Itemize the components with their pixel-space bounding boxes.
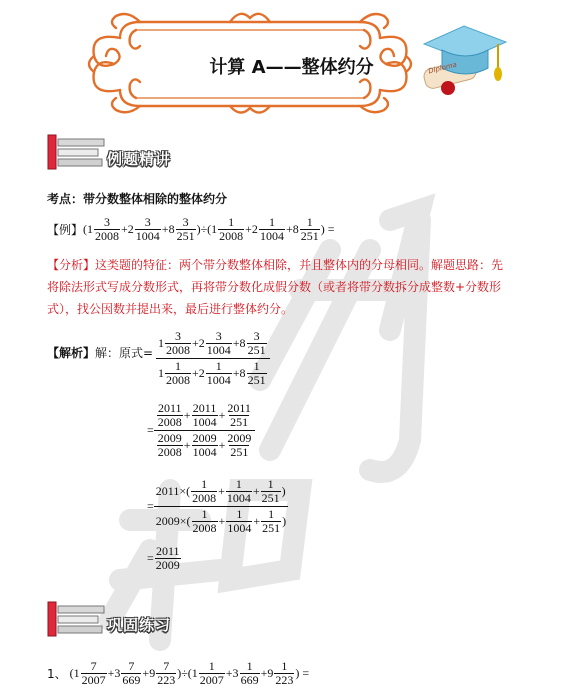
solution-text: 解：原式= <box>95 346 154 360</box>
solution-step-2: = $\frac{2011}{2008}$ + $\frac{2011}{1004}$ + $\frac{2011}{251}$ $\frac{2009}{2008}$ + $\frac{2009}{1004}$ + $\frac{2009}{251}$ <box>147 402 255 459</box>
analysis-block <box>47 254 547 320</box>
example-label: 【例】 <box>47 223 84 237</box>
analysis-line-1: 这类题的特征：两个带分数整体相除，并且整体内的分母相同。解题思路：先 <box>95 258 504 272</box>
diploma-label: Diploma <box>427 60 458 76</box>
analysis-line-3: 式），找公因数并提出来，最后进行整体约分。 <box>47 302 294 316</box>
section-title-examples: 例题精讲 <box>107 150 172 168</box>
analysis-label: 【分析】 <box>47 258 96 272</box>
solution-label: 【解析】 <box>47 346 96 360</box>
solution-step-1: 1 $\frac{3}{2008}$ +2 $\frac{3}{1004}$ +8 $\frac{3}{251}$ 1 $\frac{1}{2008}$ +2 $\frac{1}{1004}$ +8 $\frac{1}{251}$ <box>156 330 270 387</box>
solution-step-3: = 2011×( $\frac{1}{2008}$ + $\frac{1}{1004}$ + $\frac{1}{251}$ ) 2009×( $\frac{1}{2008}$ + $\frac{1}{1004}$ + $\frac{1}{251}$ ) <box>147 477 287 535</box>
exercise-1: 1、 (1 $\frac{7}{2007}$ +3 $\frac{7}{669}$ +9 $\frac{7}{223}$ )÷(1 $\frac{1}{2007}$ +3 $\frac{1}{669}$ +9 $\frac{1}{223}$ ) = <box>47 659 310 687</box>
kaodian-text: 带分数整体相除的整体约分 <box>83 192 228 206</box>
section-title-practice: 巩固练习 <box>107 616 172 634</box>
kaodian-label: 考点： <box>47 192 84 206</box>
page-title: 计算 A——整体约分 <box>209 57 374 78</box>
book-stack-icon <box>46 600 106 640</box>
solution-intro <box>47 344 153 361</box>
graduation-cap-icon <box>418 16 508 102</box>
solution-step-4: = $\frac{2011}{2009}$ <box>147 544 180 572</box>
analysis-line-2: 将除法形式写成分数形式，再将带分数化成假分数（或者将带分数拆分成整数+分数形 <box>47 280 502 294</box>
exercise-number: 1、 <box>47 667 67 681</box>
book-stack-icon <box>46 133 106 173</box>
kaodian-line <box>47 190 227 207</box>
example-expression: 【例】 (1 $\frac{3}{2008}$ +2 $\frac{3}{1004}$ +8 $\frac{3}{251}$ )÷(1 $\frac{1}{2008}$ +2 $\frac{1}{1004}$ +8 $\frac{1}{251}$ ) = <box>47 215 335 243</box>
